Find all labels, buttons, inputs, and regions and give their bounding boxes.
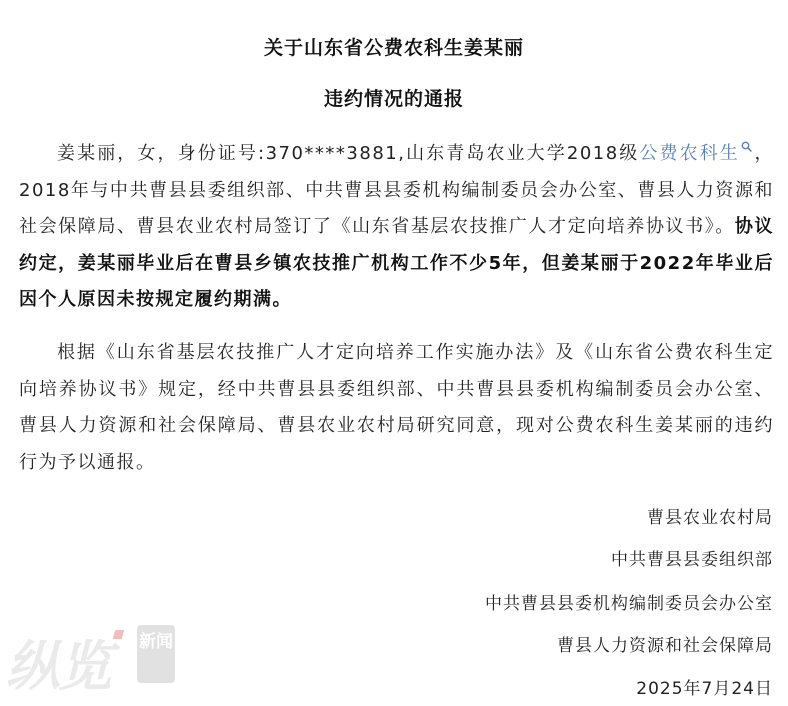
signature-hr-bureau: 曹县人力资源和社会保障局 <box>557 636 773 656</box>
watermark-logo <box>6 618 181 696</box>
signature-agriculture-bureau: 曹县农业农村局 <box>647 508 773 528</box>
search-icon[interactable] <box>741 141 752 152</box>
watermark-accent <box>113 630 124 639</box>
keyword-link[interactable]: 公费农科生 <box>639 143 740 164</box>
watermark-badge: 新闻 <box>137 625 175 683</box>
watermark-brand: 纵览 <box>6 635 110 698</box>
signature-staffing-office: 中共曹县县委机构编制委员会办公室 <box>485 594 773 614</box>
page-subtitle: 违约情况的通报 <box>323 88 464 110</box>
issue-date: 2025年7月24日 <box>636 679 773 699</box>
paragraph-1-bold: 协议约定，姜某丽毕业后在曹县乡镇农技推广机构工作不少5年，但姜某丽于2022年毕业后因个人原因未按规定履约期满。 <box>19 216 774 310</box>
paragraph-1-intro: 姜某丽，女，身份证号:370****3881,山东青岛农业大学2018级 <box>57 143 640 164</box>
notice-paragraph-1 <box>19 136 774 319</box>
notice-paragraph-2: 根据《山东省基层农技推广人才定向培养工作实施办法》及《山东省公费农科生定向培养协议书》规定，经中共曹县县委组织部、中共曹县县委机构编制委员会办公室、曹县人力资源和社会保障局、曹县农业农村局研究同意，现对公费农科生姜某丽的违约行为予以通报。 <box>19 342 774 473</box>
signature-organization-dept: 中共曹县县委组织部 <box>611 550 773 570</box>
paragraph-1-body: ，2018年与中共曹县县委组织部、中共曹县县委机构编制委员会办公室、曹县人力资源和社会保障局、曹县农业农村局签订了《山东省基层农技推广人才定向培养协议书》。 <box>19 143 775 237</box>
page-title: 关于山东省公费农科生姜某丽 <box>263 37 524 59</box>
